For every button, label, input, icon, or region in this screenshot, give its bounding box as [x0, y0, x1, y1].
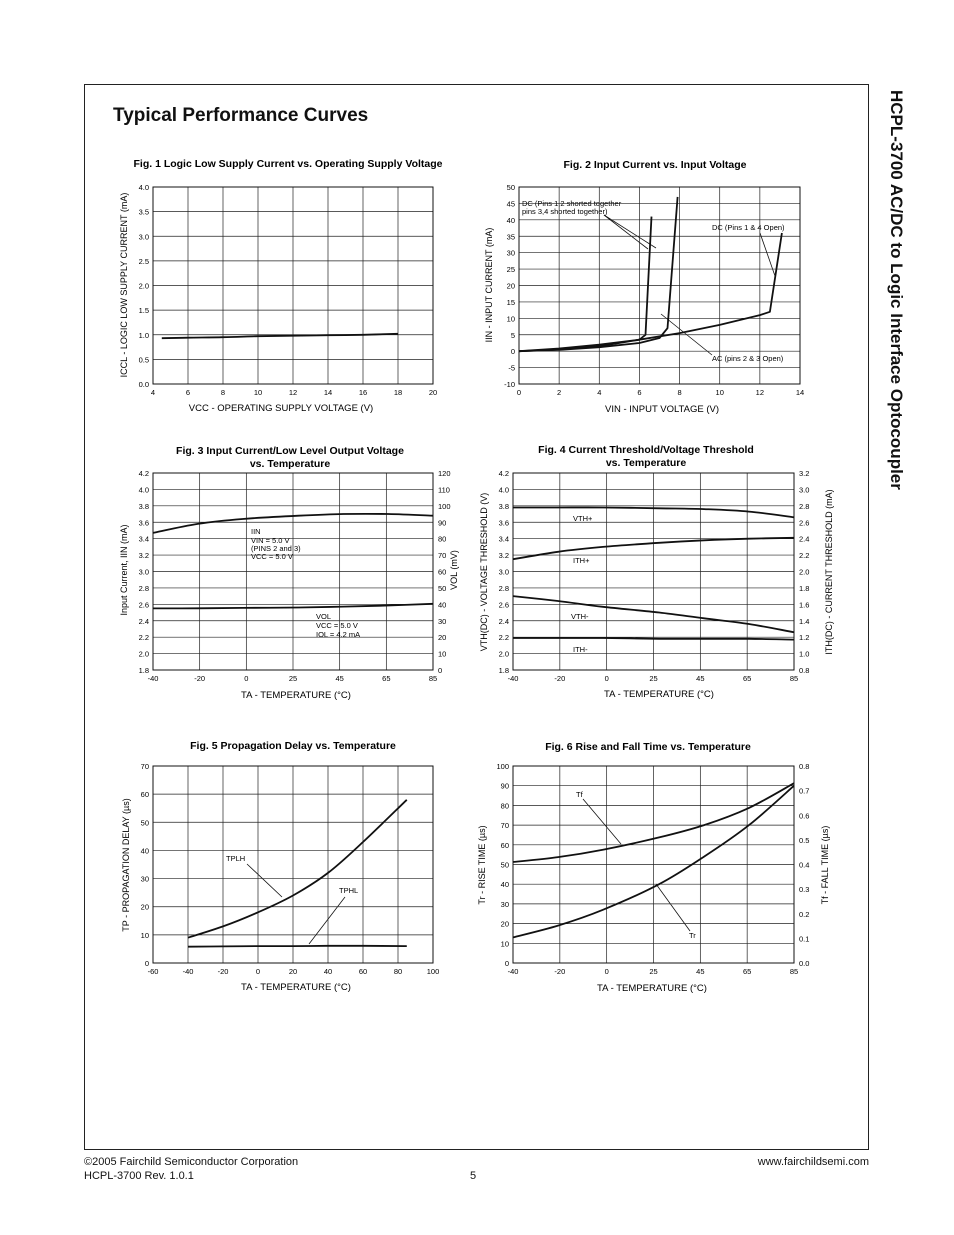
fig4-y-tick-label: 3.8	[498, 501, 509, 511]
fig6-xlabel: TA - TEMPERATURE (°C)	[597, 983, 707, 994]
fig2-y-tick-label: 25	[506, 265, 515, 275]
fig3-y2-tick-label: 10	[438, 649, 447, 659]
fig4-y2-tick-label: 2.8	[799, 501, 810, 511]
fig3-y2-tick-label: 20	[438, 633, 447, 643]
fig5-leader-tplh	[247, 864, 282, 897]
fig5-label-tphl: TPHL	[339, 886, 359, 895]
fig1-y-tick-label: 3.5	[138, 207, 149, 217]
fig2-y-tick-label: 30	[506, 248, 515, 258]
fig2-y-tick-label: -5	[508, 363, 515, 373]
fig4-label-ith-minus: ITH-	[573, 645, 588, 654]
fig5-x-tick-label: 20	[288, 967, 298, 976]
footer-left	[84, 1155, 298, 1183]
fig3-title: Fig. 3 Input Current/Low Level Output Voltage	[176, 445, 404, 457]
fig4-label-vth-plus: VTH+	[573, 514, 593, 523]
fig1-x-tick-label: 18	[393, 388, 403, 397]
fig3-y-tick-label: 1.8	[138, 666, 149, 675]
fig6-leader-tr	[656, 884, 690, 931]
fig5-x-tick-label: 100	[426, 967, 440, 976]
fig3-annot-iin-3: VCC = 5.0 V	[251, 552, 293, 561]
fig3-y2-tick-label: 80	[438, 534, 447, 544]
fig3-y-tick-label: 3.8	[138, 501, 149, 511]
fig6-x-tick-label: 25	[649, 967, 658, 976]
fig4-y-tick-label: 3.6	[498, 518, 509, 528]
fig1-x-tick-label: 8	[220, 388, 226, 397]
fig4-y2-tick-label: 0.8	[799, 666, 810, 675]
fig4-xlabel: TA - TEMPERATURE (°C)	[604, 689, 714, 700]
fig5-x-tick-label: -20	[217, 967, 229, 976]
fig3-annot-iin-2: (PINS 2 and 3)	[251, 544, 301, 553]
fig1-y-tick-label: 0.0	[138, 380, 149, 389]
fig2-ylabel: IIN - INPUT CURRENT (mA)	[484, 227, 494, 343]
fig4-y2-tick-label: 2.6	[799, 518, 810, 528]
fig6-x-tick-label: 65	[742, 967, 752, 976]
fig2-y-tick-label: 20	[506, 281, 515, 291]
fig6-x-tick-label: 85	[789, 967, 799, 976]
fig4-y-tick-label: 4.2	[498, 469, 509, 478]
fig2-leader-dc-open	[760, 233, 775, 276]
fig6-y2-tick-label: 0.7	[799, 786, 810, 796]
fig3-annot-vol-2: IOL = 4.2 mA	[316, 630, 361, 639]
fig1-y-tick-label: 3.0	[138, 232, 149, 242]
fig1-x-tick-label: 14	[323, 388, 333, 397]
fig3-x-tick-label: 85	[428, 674, 438, 683]
fig4-label-ith-plus: ITH+	[573, 556, 590, 565]
fig3-subtitle: vs. Temperature	[249, 458, 331, 470]
fig2-x-tick-label: 10	[715, 388, 724, 397]
fig2-y-tick-label: 50	[506, 183, 515, 192]
fig1-chart	[119, 158, 443, 414]
fig1-y-tick-label: 2.5	[138, 256, 149, 266]
fig1-x-tick-label: 4	[150, 388, 156, 397]
fig2-x-tick-label: 2	[557, 388, 562, 397]
fig5-chart	[121, 740, 439, 993]
fig5-x-tick-label: 0	[255, 967, 261, 976]
fig4-y-tick-label: 3.4	[498, 534, 509, 544]
fig3-x-tick-label: 25	[288, 674, 298, 683]
fig6-y-tick-label: 50	[500, 860, 509, 870]
footer-revision: HCPL-3700 Rev. 1.0.1	[84, 1170, 194, 1182]
fig2-y-tick-label: 15	[506, 297, 515, 307]
fig1-x-tick-label: 6	[185, 388, 191, 397]
fig2-y-tick-label: 5	[510, 330, 515, 340]
fig5-series-tphl	[188, 946, 407, 947]
fig6-label-tr: Tr	[689, 931, 696, 940]
footer-page-number: 5	[470, 1170, 477, 1182]
fig4-y-tick-label: 2.6	[498, 600, 509, 610]
fig6-y-tick-label: 0	[504, 959, 509, 968]
fig3-annot-iin-1: VIN = 5.0 V	[251, 536, 290, 545]
fig4-x-tick-label: -20	[554, 674, 566, 683]
fig4-x-tick-label: 45	[696, 674, 705, 683]
fig4-y2-tick-label: 2.4	[799, 534, 810, 544]
fig1-title: Fig. 1 Logic Low Supply Current vs. Operating Supply Voltage	[133, 158, 443, 170]
fig4-y2-tick-label: 1.8	[799, 583, 810, 593]
fig5-ylabel: TP - PROPAGATION DELAY (µs)	[121, 798, 131, 932]
fig5-y-tick-label: 60	[140, 790, 149, 800]
fig3-x-tick-label: 65	[382, 674, 391, 683]
fig6-y2-tick-label: 0.1	[799, 934, 810, 944]
fig6-title: Fig. 6 Rise and Fall Time vs. Temperature	[545, 741, 751, 753]
fig2-x-tick-label: 14	[795, 388, 805, 397]
fig3-chart	[119, 445, 459, 701]
fig6-y-tick-label: 40	[500, 880, 509, 890]
fig6-y2-tick-label: 0.8	[799, 762, 810, 771]
fig5-y-tick-label: 70	[140, 762, 149, 771]
fig3-x-tick-label: 45	[335, 674, 344, 683]
fig1-y-tick-label: 4.0	[138, 183, 149, 192]
fig3-y2-tick-label: 60	[438, 567, 447, 577]
fig3-y2-tick-label: 40	[438, 600, 447, 610]
fig2-annot-dc2: pins 3,4 shorted together)	[522, 207, 608, 216]
fig6-y-tick-label: 70	[500, 821, 509, 831]
fig5-y-tick-label: 0	[144, 959, 149, 968]
fig3-x-tick-label: 0	[244, 674, 249, 683]
fig2-annot-dc-open: DC (Pins 1 & 4 Open)	[712, 223, 785, 232]
fig4-subtitle: vs. Temperature	[605, 457, 687, 469]
fig6-x-tick-label: -20	[554, 967, 566, 976]
fig3-y2-tick-label: 70	[438, 551, 447, 561]
fig6-y2-tick-label: 0.3	[799, 885, 810, 895]
fig2-y-tick-label: 10	[506, 314, 515, 324]
fig2-x-tick-label: 6	[637, 388, 642, 397]
fig3-y2-tick-label: 30	[438, 616, 447, 626]
page-title: Typical Performance Curves	[113, 105, 369, 126]
fig3-y2label: VOL (mV)	[449, 550, 459, 590]
fig6-label-tf: Tf	[576, 790, 583, 799]
fig6-y-tick-label: 60	[500, 840, 509, 850]
fig3-y2-tick-label: 100	[438, 501, 451, 511]
fig6-y-tick-label: 100	[496, 762, 509, 771]
fig5-x-tick-label: 60	[358, 967, 368, 976]
fig2-title: Fig. 2 Input Current vs. Input Voltage	[563, 159, 747, 171]
fig3-annot-vol-0: VOL	[316, 612, 332, 621]
fig5-y-tick-label: 30	[140, 874, 149, 884]
fig2-x-tick-label: 8	[677, 388, 682, 397]
fig6-x-tick-label: -40	[507, 967, 519, 976]
fig3-ylabel: Input Current, IIN (mA)	[119, 524, 129, 616]
fig2-y-tick-label: -10	[504, 380, 515, 389]
fig1-y-tick-label: 1.5	[138, 306, 149, 316]
fig1-x-tick-label: 10	[253, 388, 263, 397]
fig4-y2-tick-label: 1.2	[799, 633, 810, 643]
fig1-x-tick-label: 12	[288, 388, 298, 397]
fig3-y2-tick-label: 90	[438, 518, 447, 528]
fig5-x-tick-label: 40	[323, 967, 333, 976]
fig3-x-tick-label: -40	[147, 674, 159, 683]
fig6-chart	[477, 741, 830, 994]
fig1-xlabel: VCC - OPERATING SUPPLY VOLTAGE (V)	[188, 403, 374, 414]
fig5-label-tplh: TPLH	[226, 854, 246, 863]
fig2-annot-dc1: DC (Pins 1,2 shorted together	[522, 199, 622, 208]
fig3-annot-vol-1: VCC = 5.0 V	[316, 621, 358, 630]
fig5-y-tick-label: 50	[140, 818, 149, 828]
fig4-y-tick-label: 2.4	[498, 616, 509, 626]
fig6-y-tick-label: 80	[500, 801, 509, 811]
fig3-y-tick-label: 2.8	[138, 583, 149, 593]
fig3-y2-tick-label: 0	[438, 666, 443, 675]
fig6-y2-tick-label: 0.4	[799, 860, 810, 870]
fig3-annot-iin-0: IIN	[251, 527, 261, 536]
fig4-y2-tick-label: 2.0	[799, 567, 810, 577]
fig2-y-tick-label: 0	[510, 347, 515, 357]
fig3-y-tick-label: 3.2	[138, 551, 149, 561]
fig1-x-tick-label: 20	[428, 388, 438, 397]
fig4-y-tick-label: 1.8	[498, 666, 509, 675]
fig3-y2-tick-label: 110	[438, 485, 450, 495]
fig6-y-tick-label: 30	[500, 899, 509, 909]
fig3-xlabel: TA - TEMPERATURE (°C)	[241, 690, 351, 701]
fig6-ylabel: Tr - RISE TIME (µs)	[477, 825, 487, 905]
fig5-y-tick-label: 10	[140, 930, 149, 940]
fig6-y-tick-label: 90	[500, 781, 509, 791]
fig5-y-tick-label: 40	[140, 846, 149, 856]
fig1-y-tick-label: 2.0	[138, 281, 149, 291]
fig2-y-tick-label: 40	[506, 215, 515, 225]
fig4-y-tick-label: 2.2	[498, 633, 509, 643]
fig4-y-tick-label: 2.0	[498, 649, 509, 659]
fig6-y-tick-label: 20	[500, 919, 509, 929]
fig4-x-tick-label: 65	[742, 674, 752, 683]
fig4-ylabel: VTH(DC) - VOLTAGE THRESHOLD (V)	[479, 492, 489, 652]
fig1-y-tick-label: 0.5	[138, 355, 149, 365]
fig4-chart	[479, 444, 834, 700]
fig4-y2-tick-label: 2.2	[799, 551, 810, 561]
fig4-y2-tick-label: 1.4	[799, 616, 810, 626]
fig3-y-tick-label: 2.0	[138, 649, 149, 659]
fig4-x-tick-label: 25	[649, 674, 658, 683]
fig6-x-tick-label: 0	[604, 967, 609, 976]
fig4-title: Fig. 4 Current Threshold/Voltage Threshold	[538, 444, 754, 456]
fig4-series-ith-	[513, 638, 794, 640]
fig2-y-tick-label: 35	[506, 232, 515, 242]
fig2-x-tick-label: 4	[597, 388, 602, 397]
fig4-y-tick-label: 3.0	[498, 567, 509, 577]
fig5-series-tplh	[188, 800, 407, 938]
fig2-chart	[484, 159, 804, 415]
fig2-x-tick-label: 12	[755, 388, 765, 397]
fig5-y-tick-label: 20	[140, 902, 149, 912]
fig3-y-tick-label: 3.6	[138, 518, 149, 528]
fig2-annot-ac: AC (pins 2 & 3 Open)	[712, 354, 784, 363]
fig6-y2-tick-label: 0.2	[799, 909, 810, 919]
fig4-x-tick-label: 0	[604, 674, 609, 683]
fig3-y-tick-label: 2.4	[138, 616, 149, 626]
fig4-y-tick-label: 4.0	[498, 485, 509, 495]
fig3-y-tick-label: 3.4	[138, 534, 149, 544]
fig4-y-tick-label: 3.2	[498, 551, 509, 561]
fig3-y-tick-label: 2.6	[138, 600, 149, 610]
fig1-ylabel: ICCL - LOGIC LOW SUPPLY CURRENT (mA)	[119, 192, 129, 378]
fig2-y-tick-label: 45	[506, 199, 515, 209]
fig4-y2label: ITH(DC) - CURRENT THRESHOLD (mA)	[824, 489, 834, 655]
fig6-y2-tick-label: 0.6	[799, 811, 810, 821]
fig2-x-tick-label: 0	[516, 388, 522, 397]
fig5-leader-tphl	[309, 897, 345, 944]
fig5-x-tick-label: -60	[147, 967, 159, 976]
fig4-label-vth-minus: VTH-	[571, 612, 589, 621]
fig6-y-tick-label: 10	[500, 939, 509, 949]
fig6-y2-tick-label: 0.5	[799, 835, 810, 845]
fig6-y2label: Tf - FALL TIME (µs)	[820, 825, 830, 905]
fig1-x-tick-label: 16	[358, 388, 368, 397]
fig3-x-tick-label: -20	[194, 674, 206, 683]
fig6-y2-tick-label: 0.0	[799, 959, 810, 968]
fig5-xlabel: TA - TEMPERATURE (°C)	[241, 982, 351, 993]
fig3-y-tick-label: 2.2	[138, 633, 149, 643]
fig5-x-tick-label: -40	[182, 967, 194, 976]
fig5-title: Fig. 5 Propagation Delay vs. Temperature	[190, 740, 396, 752]
fig3-y2-tick-label: 120	[438, 469, 451, 478]
fig4-y2-tick-label: 3.0	[799, 485, 810, 495]
side-title-text: HCPL-3700 AC/DC to Logic Interface Optocoupler	[887, 90, 906, 490]
fig1-y-tick-label: 1.0	[138, 330, 149, 340]
fig2-xlabel: VIN - INPUT VOLTAGE (V)	[604, 404, 720, 415]
fig3-y-tick-label: 3.0	[138, 567, 149, 577]
footer-copyright: ©2005 Fairchild Semiconductor Corporation	[84, 1156, 299, 1168]
fig3-y-tick-label: 4.0	[138, 485, 149, 495]
fig3-y2-tick-label: 50	[438, 583, 447, 593]
fig4-y-tick-label: 2.8	[498, 583, 509, 593]
footer-website: www.fairchildsemi.com	[757, 1156, 869, 1168]
fig3-y-tick-label: 4.2	[138, 469, 149, 478]
fig4-y2-tick-label: 1.6	[799, 600, 810, 610]
fig4-x-tick-label: -40	[507, 674, 519, 683]
fig5-x-tick-label: 80	[393, 967, 403, 976]
fig4-x-tick-label: 85	[789, 674, 799, 683]
fig6-x-tick-label: 45	[696, 967, 705, 976]
fig4-y2-tick-label: 1.0	[799, 649, 810, 659]
fig4-y2-tick-label: 3.2	[799, 469, 810, 478]
